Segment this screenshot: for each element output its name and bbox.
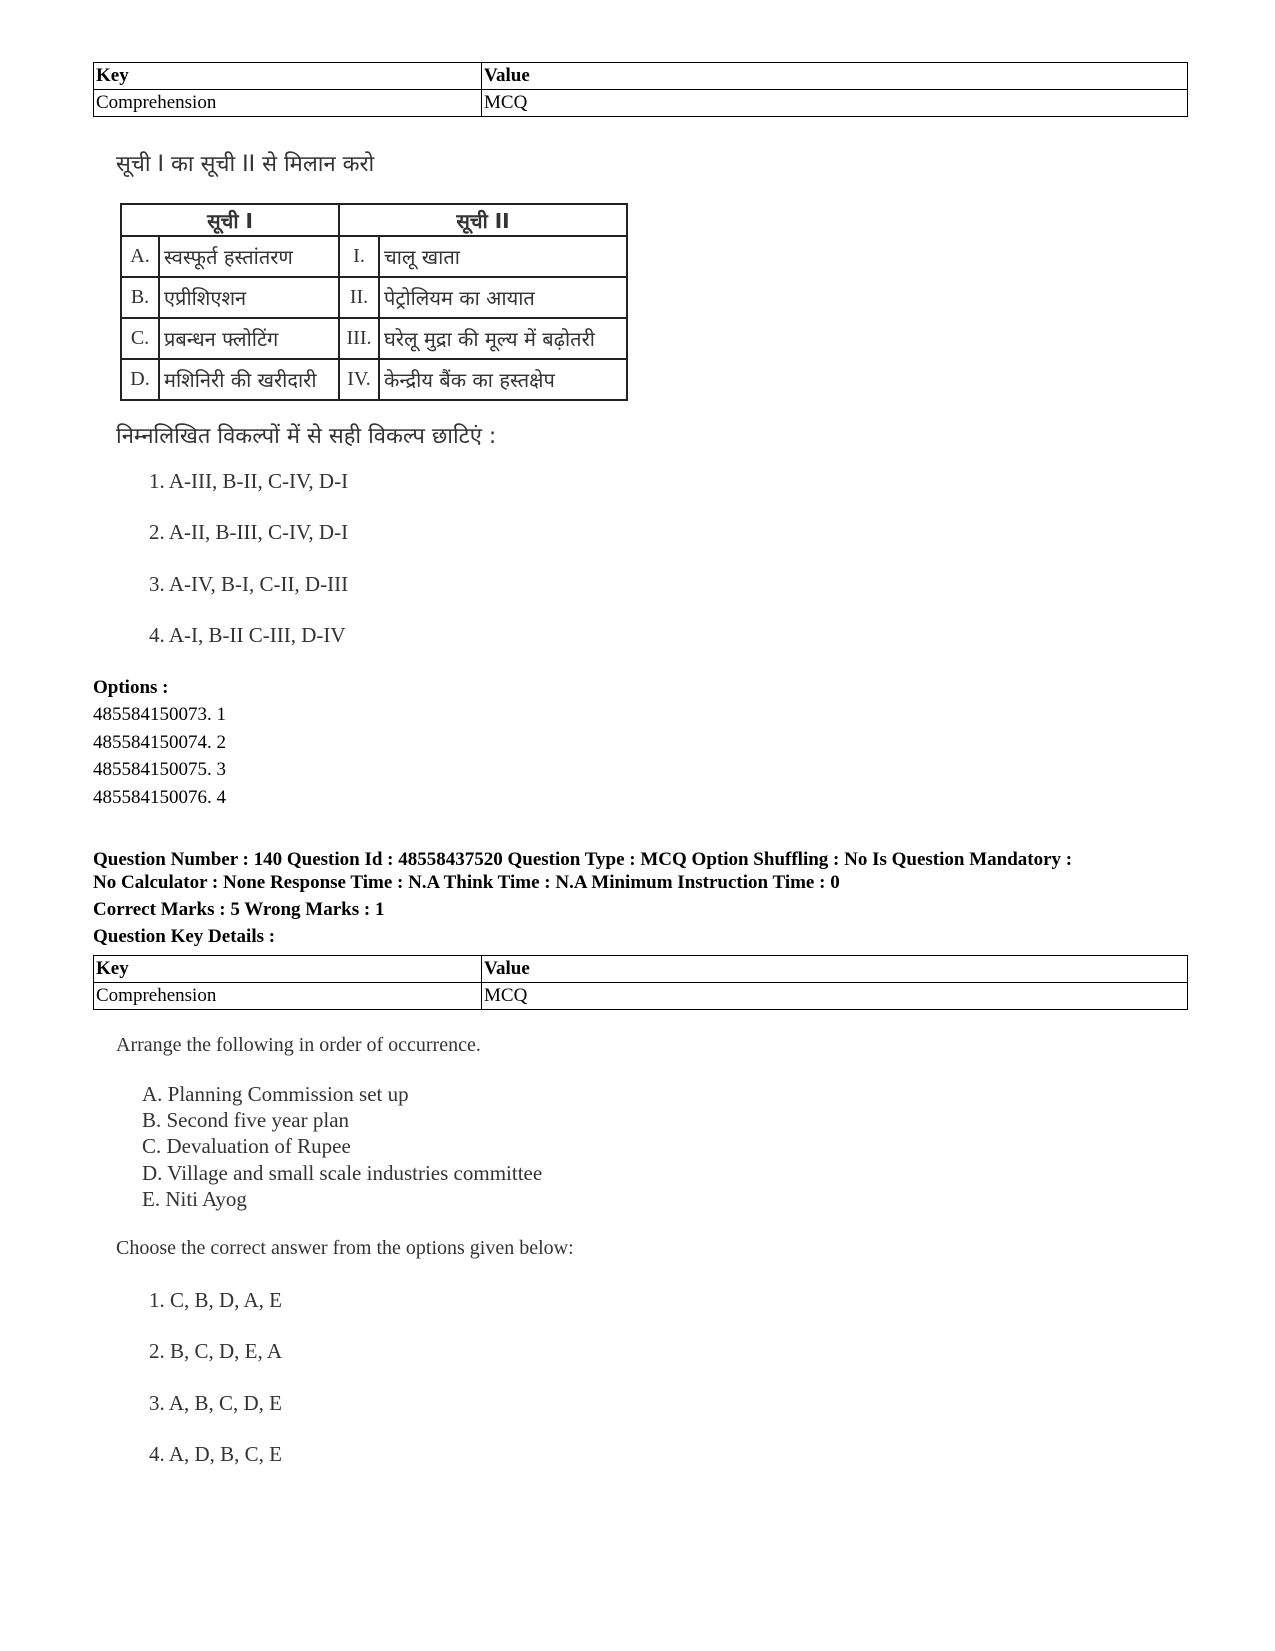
question-key-details-label: Question Key Details : (93, 926, 276, 947)
choose-instruction: Choose the correct answer from the options given below: (116, 1237, 574, 1259)
table-cell-key: Comprehension (94, 983, 482, 1010)
answer-choice: 4. A-I, B-II C-III, D-IV (149, 623, 346, 647)
match-roman: IV. (339, 359, 379, 400)
sequence-item: B. Second five year plan (142, 1108, 350, 1132)
match-roman: III. (339, 318, 379, 359)
answer-choice: 1. A-III, B-II, C-IV, D-I (149, 469, 349, 493)
option-id: 485584150075. 3 (93, 759, 226, 780)
answer-choice: 4. A, D, B, C, E (149, 1442, 283, 1466)
question-meta-line2: No Calculator : None Response Time : N.A Think Time : N.A Minimum Instruction Time : 0 (93, 872, 840, 893)
option-id: 485584150074. 2 (93, 732, 226, 753)
table-cell-value: MCQ (482, 90, 1188, 117)
match-item-list1: एप्रीशिएशन (159, 277, 339, 318)
match-row (121, 236, 627, 277)
match-letter: B. (121, 277, 159, 318)
table-header-key: Key (94, 956, 482, 983)
match-letter: A. (121, 236, 159, 277)
question-meta-line1: Question Number : 140 Question Id : 48558437520 Question Type : MCQ Option Shuffling : No Is Question Mandatory : (93, 849, 1073, 870)
match-item-list2: चालू खाता (379, 236, 627, 277)
answer-choice: 3. A, B, C, D, E (149, 1391, 283, 1415)
match-item-list2: घरेलू मुद्रा की मूल्य में बढ़ोतरी (379, 318, 627, 359)
match-item-list1: प्रबन्धन फ्लोटिंग (159, 318, 339, 359)
match-item-list2: पेट्रोलियम का आयात (379, 277, 627, 318)
option-id: 485584150073. 1 (93, 704, 226, 725)
sequence-item: C. Devaluation of Rupee (142, 1134, 351, 1158)
match-row (121, 277, 627, 318)
answer-choice: 2. B, C, D, E, A (149, 1339, 283, 1363)
sequence-item: A. Planning Commission set up (142, 1082, 409, 1106)
marks-info: Correct Marks : 5 Wrong Marks : 1 (93, 899, 385, 920)
match-table-header-list2: सूची II (339, 204, 627, 236)
match-table (120, 203, 628, 401)
match-letter: C. (121, 318, 159, 359)
table-header-value: Value (482, 63, 1188, 90)
match-table-header-list1: सूची I (121, 204, 339, 236)
answer-choice: 1. C, B, D, A, E (149, 1288, 283, 1312)
match-item-list1: स्वस्फूर्त हस्तांतरण (159, 236, 339, 277)
sequence-item: E. Niti Ayog (142, 1187, 247, 1211)
key-value-table-top (93, 62, 1188, 117)
sequence-item: D. Village and small scale industries committee (142, 1161, 543, 1185)
table-cell-key: Comprehension (94, 90, 482, 117)
match-roman: I. (339, 236, 379, 277)
match-row (121, 359, 627, 400)
match-item-list2: केन्द्रीय बैंक का हस्तक्षेप (379, 359, 627, 400)
key-value-table-q140 (93, 955, 1188, 1010)
match-letter: D. (121, 359, 159, 400)
choose-instruction: निम्नलिखित विकल्पों में से सही विकल्प छाटिएं : (116, 424, 497, 449)
answer-choice: 2. A-II, B-III, C-IV, D-I (149, 520, 349, 544)
answer-choice: 3. A-IV, B-I, C-II, D-III (149, 572, 349, 596)
option-id: 485584150076. 4 (93, 787, 226, 808)
question-meta (93, 848, 1193, 894)
match-row (121, 318, 627, 359)
table-header-value: Value (482, 956, 1188, 983)
options-label: Options : (93, 677, 169, 698)
question-instruction: सूची I का सूची II से मिलान करो (116, 152, 375, 177)
question-instruction: Arrange the following in order of occurrence. (116, 1034, 481, 1056)
table-header-key: Key (94, 63, 482, 90)
match-item-list1: मशिनिरी की खरीदारी (159, 359, 339, 400)
match-roman: II. (339, 277, 379, 318)
table-cell-value: MCQ (482, 983, 1188, 1010)
